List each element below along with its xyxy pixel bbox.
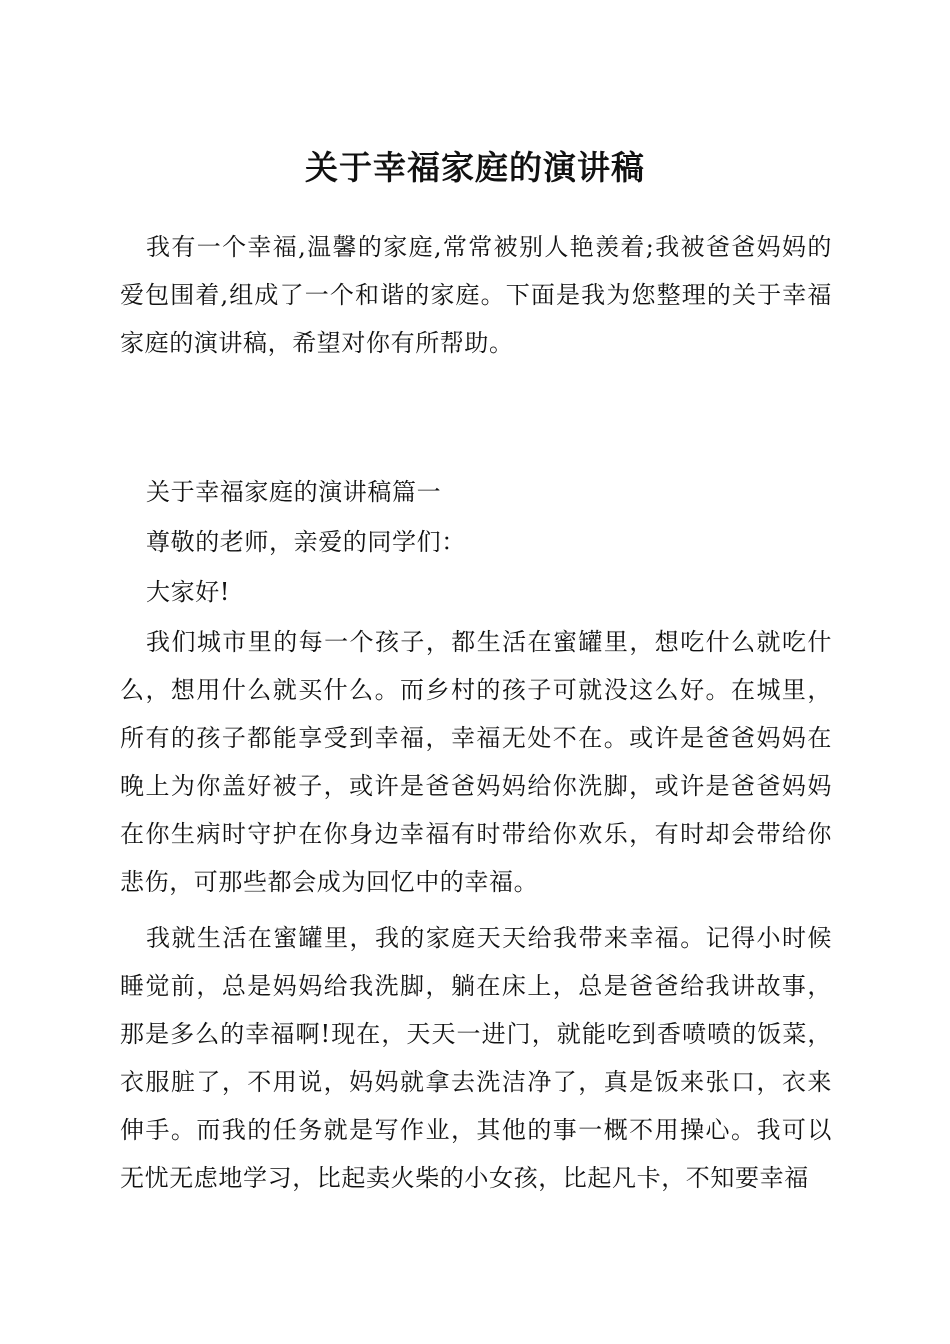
greeting: 大家好! — [146, 578, 231, 606]
section-heading: 关于幸福家庭的演讲稿篇一 — [146, 478, 442, 506]
document-title: 关于幸福家庭的演讲稿 — [305, 148, 645, 187]
body-paragraph-1: 我们城市里的每一个孩子，都生活在蜜罐里，想吃什么就吃什么，想用什么就买什么。而乡村的孩子可就没这么好。在城里，所有的孩子都能享受到幸福，幸福无处不在。或许是爸爸妈妈在晚上为你盖好被子，或许是爸爸妈妈给你洗脚，或许是爸爸妈妈在你生病时守护在你身边幸福有时带给你欢乐，有时却会带给你悲伤，可那些都会成为回忆中的幸福。 — [120, 628, 832, 896]
intro-paragraph: 我有一个幸福,温馨的家庭,常常被别人艳羡着;我被爸爸妈妈的爱包围着,组成了一个和谐的家庭。下面是我为您整理的关于幸福家庭的演讲稿，希望对你有所帮助。 — [120, 233, 832, 357]
salutation: 尊敬的老师，亲爱的同学们： — [146, 528, 466, 556]
body-paragraph-2: 我就生活在蜜罐里，我的家庭天天给我带来幸福。记得小时候睡觉前，总是妈妈给我洗脚，躺在床上，总是爸爸给我讲故事，那是多么的幸福啊!现在，天天一进门，就能吃到香喷喷的饭菜，衣服脏了，不用说，妈妈就拿去洗洁净了，真是饭来张口，衣来伸手。而我的任务就是写作业，其他的事一概不用操心。我可以无忧无虑地学习，比起卖火柴的小女孩，比起凡卡，不知要幸福 — [120, 924, 832, 1192]
